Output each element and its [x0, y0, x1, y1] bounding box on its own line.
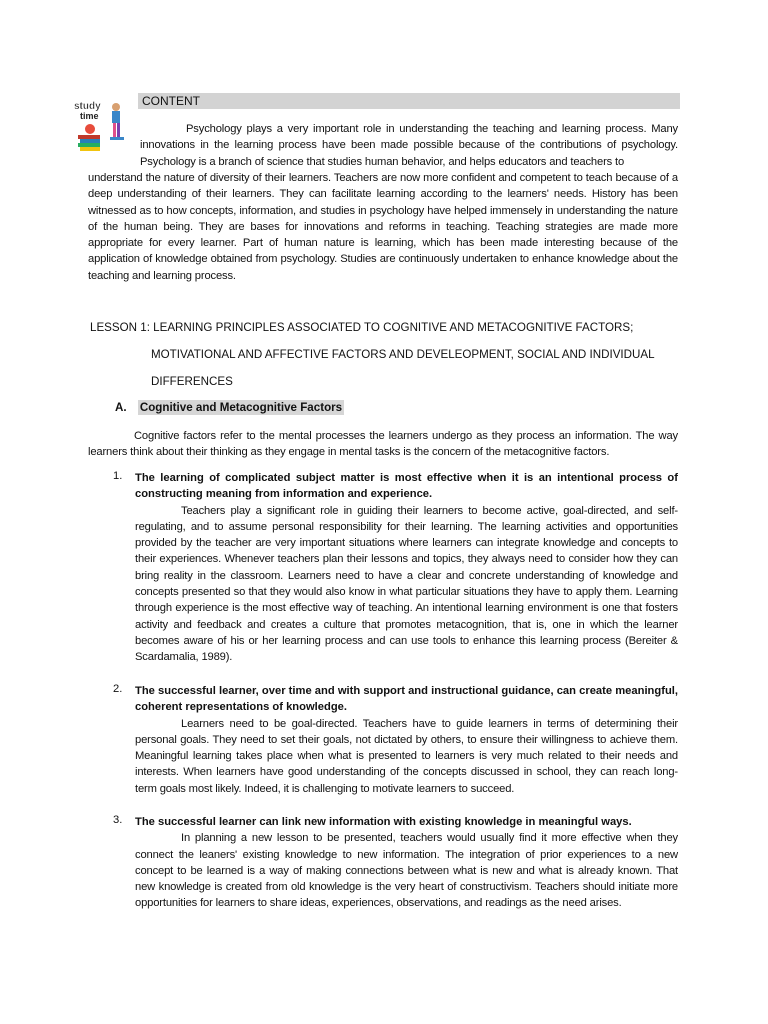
item-3-body: In planning a new lesson to be presented, teachers would usually find it more effective when they connect the leaners' existing knowledge to new information. The integration of prior experiences to a new concept to be learned is a way of making connections between what is new and what is already known. That new knowledge is created from old knowledge is the very heart of constructivism. Teachers should initiate more opportunities for learners to share ideas, experiences, observations, and readings as the need arises.	[135, 832, 678, 910]
item-2-body: Learners need to be goal-directed. Teachers have to guide learners in terms of determining their personal goals. They need to set their goals, not dictated by others, to ensure their willingness to achieve them. Meaningful learning takes place when what is presented to learners is very much related to their needs and interests. When learners have good understanding of the concepts discussed in school, they can reach long-term goals most likely. Indeed, it is challenging to motivate learners to succeed.	[135, 717, 678, 795]
item-1-number: 1.	[113, 470, 123, 482]
lesson-title-line-2: MOTIVATIONAL AND AFFECTIVE FACTORS AND DEVELEOPMENT, SOCIAL AND INDIVIDUAL	[151, 348, 655, 361]
item-1-title: The learning of complicated subject matter is most effective when it is an intentional process of constructing meaning from information and experience.	[135, 472, 678, 501]
cognitive-factors-paragraph: Cognitive factors refer to the mental processes the learners undergo as they process an information. The way learners think about their thinking as they engage in mental tasks is the concern of the metacognitive factors.	[88, 430, 678, 459]
logo-text-time: time	[80, 111, 99, 121]
item-1-body: Teachers play a significant role in guiding their learners to become active, goal-directed, and self-regulating, and to assume personal responsibility for their learning. The learning activities and opportunities provided by the teacher are very important situations where learners can integrate knowledge and concepts to their experiences. Whenever teachers plan their lessons and topics, they always need to consider how they can bring reality in the classroom. Learners need to have a clear and concrete understanding of knowledge and concepts presented so that they would also know in what particular situations they have to apply them. Learning through experience is the most effective way of teaching. An intentional learning environment is one that fosters activity and feedback and creates a culture that promotes metacognition, that is, one in which the learner becomes aware of his or her learning process and can use tools to enhance this learning process (Bereiter & Scardamalia, 1989).	[135, 504, 678, 664]
logo-text-study: study	[74, 101, 101, 112]
item-2-title: The successful learner, over time and with support and instructional guidance, can create meaningful, coherent representations of knowledge.	[135, 685, 678, 714]
intro-paragraph-1: Psychology plays a very important role in understanding the teaching and learning process. Many innovations in the learning process have been made possible because of the contributions of psychology. Psychology is a branch of science that studies human behavior, and helps educators and teachers to	[140, 123, 678, 168]
content-header-bar	[138, 93, 680, 109]
section-a-letter: A.	[115, 401, 127, 414]
lesson-title-line-1: LESSON 1: LEARNING PRINCIPLES ASSOCIATED TO COGNITIVE AND METACOGNITIVE FACTORS;	[90, 321, 634, 334]
item-3	[135, 814, 678, 912]
item-3-number: 3.	[113, 814, 123, 826]
lesson-title-line-3: DIFFERENCES	[151, 375, 233, 388]
study-time-logo-graphic	[72, 97, 130, 155]
content-label: CONTENT	[142, 94, 200, 108]
item-3-title: The successful learner can link new information with existing knowledge in meaningful ways.	[135, 816, 632, 828]
study-time-logo	[72, 97, 130, 155]
section-a-intro	[88, 428, 678, 461]
item-2	[135, 683, 678, 797]
section-a-title: Cognitive and Metacognitive Factors	[139, 401, 343, 414]
item-2-number: 2.	[113, 683, 123, 695]
item-1	[135, 470, 678, 666]
intro-paragraph-2: understand the nature of diversity of their learners. Teachers are now more confident and competent to teach because of a deep understanding of their learners. They can facilitate learning according to the learners' needs. History has been witnessed as to how concepts, information, and studies in psychology have helped immensely in understanding the nature of the human being. They are bases for innovations and reforms in teaching. Teaching strategies are made more appropriate for every learner. Part of human nature is learning, which has been made interesting because of the application of knowledge obtained from psychology. Studies are continuously undertaken to enhance knowledge about the teaching and learning process.	[88, 172, 678, 282]
section-a-heading	[115, 401, 344, 414]
